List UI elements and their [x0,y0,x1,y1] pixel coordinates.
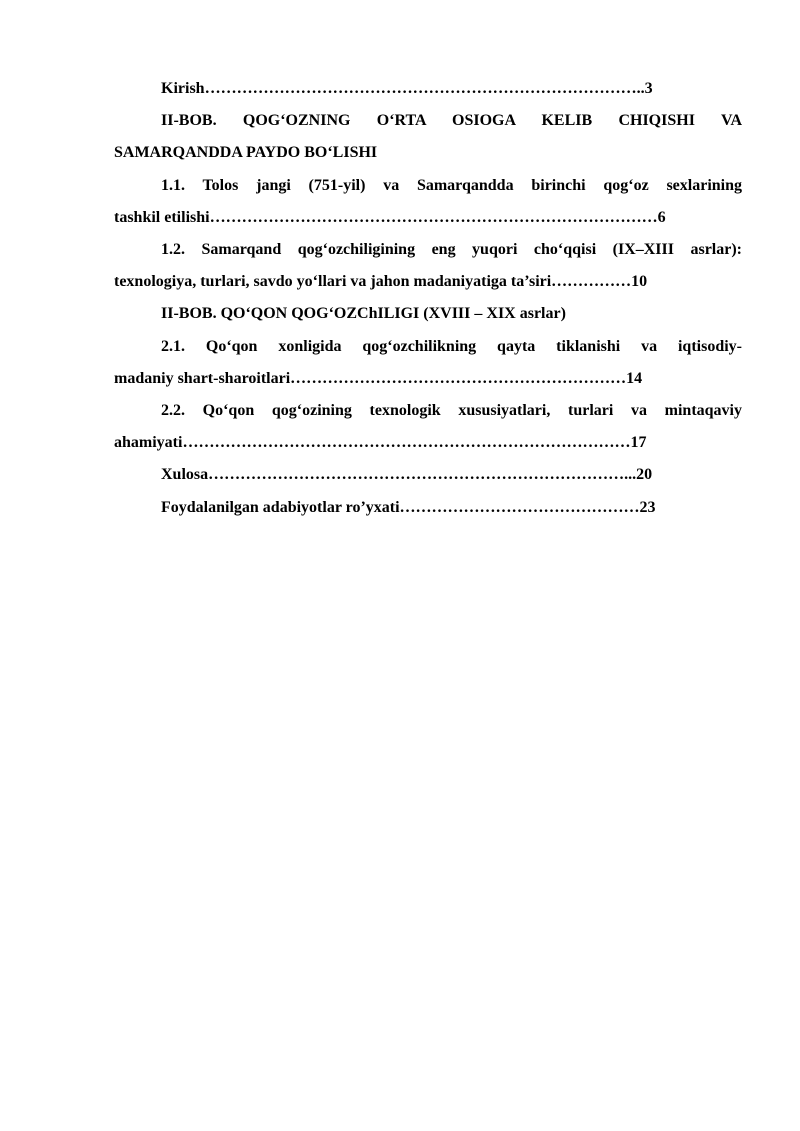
table-of-contents [114,73,742,524]
toc-section-1-2-line-2: texnologiya, turlari, savdo yo‘llari va jahon madaniyatiga ta’siri……………10 [114,273,648,291]
toc-section-2-2-line-2: ahamiyati…………………………………………………………………………17 [114,434,647,452]
toc-chapter-1-title-line-2: SAMARQANDDA PAYDO BO‘LISHI [114,144,378,162]
toc-section-1-1-line-1: 1.1. Tolos jangi (751-yil) va Samarqandda birinchi qog‘oz sexlarining [161,176,742,194]
toc-chapter-2-title: II-BOB. QO‘QON QOG‘OZChILIGI (XVIII – XIX asrlar) [161,305,566,323]
toc-chapter-1-title-line-1: II-BOB. QOG‘OZNING O‘RTA OSIOGA KELIB CHIQISHI VA [161,112,742,130]
toc-section-1-2-line-1: 1.2. Samarqand qog‘ozchiligining eng yuqori cho‘qqisi (IX–XIII asrlar): [161,241,742,259]
toc-section-2-1-line-2: madaniy shart-sharoitlari………………………………………………………14 [114,369,643,387]
toc-entry-adabiyotlar: Foydalanilgan adabiyotlar ro’yxati………………………………………23 [161,498,656,516]
toc-section-2-2-line-1: 2.2. Qo‘qon qog‘ozining texnologik xususiyatlari, turlari va mintaqaviy [161,402,742,420]
toc-section-1-1-line-2: tashkil etilishi…………………………………………………………………………6 [114,208,666,226]
toc-entry-kirish: Kirish………………………………………………………………………..3 [161,80,653,97]
toc-entry-xulosa: Xulosa……………………………………………………………………...20 [161,466,653,484]
toc-section-2-1-line-1: 2.1. Qo‘qon xonligida qog‘ozchilikning qayta tiklanishi va iqtisodiy- [161,337,742,355]
